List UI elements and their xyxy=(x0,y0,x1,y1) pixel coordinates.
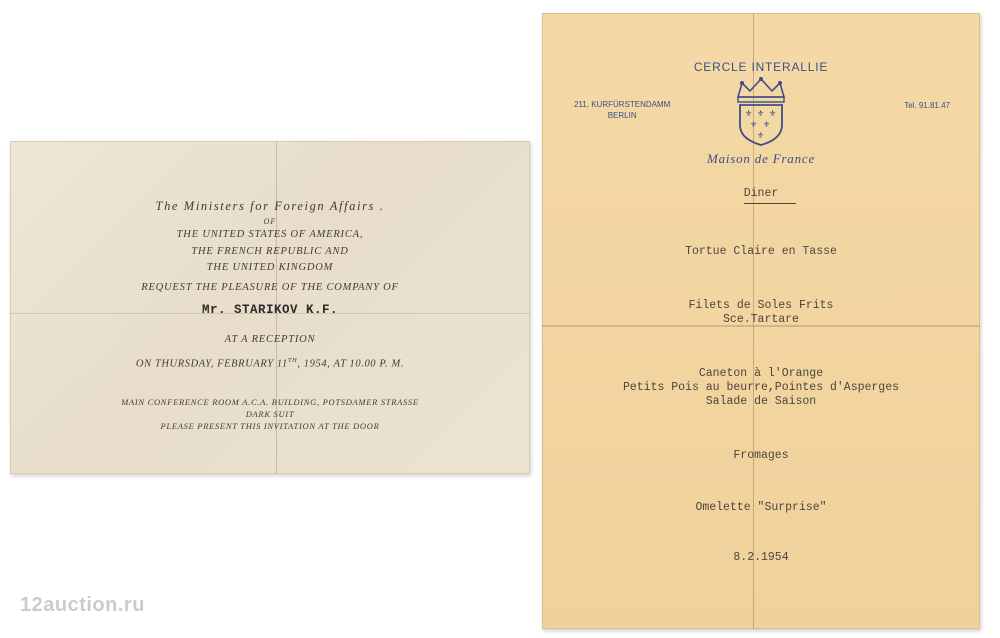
course-main-sides: Petits Pois au beurre,Pointes d'Asperges xyxy=(622,381,900,394)
course-main: Caneton à l'Orange xyxy=(698,367,824,380)
svg-text:⚜: ⚜ xyxy=(745,109,753,118)
door-instruction-line: PLEASE PRESENT THIS INVITATION AT THE DOOR xyxy=(160,421,380,431)
date-suffix: , 1954, AT 10.00 P. M. xyxy=(297,358,405,370)
reception-date xyxy=(10,357,530,370)
menu-title-underline xyxy=(744,203,796,204)
maison-de-france-title: Maison de France xyxy=(706,151,816,166)
course-fish: Filets de Soles Frits xyxy=(688,299,834,312)
fleur-de-lis-crest-icon xyxy=(730,75,792,147)
course-dessert: Omelette "Surprise" xyxy=(695,501,827,514)
club-address xyxy=(574,99,670,121)
dress-code-line: DARK SUIT xyxy=(245,409,295,419)
reception-line: AT A RECEPTION xyxy=(224,334,316,345)
course-soup: Tortue Claire en Tasse xyxy=(685,245,837,258)
invitation-of: OF xyxy=(263,217,277,226)
club-name: CERCLE INTERALLIE xyxy=(693,60,829,74)
menu-date: 8.2.1954 xyxy=(733,551,789,564)
svg-text:⚜: ⚜ xyxy=(750,120,758,129)
guest-name: Mr. STARIKOV K.F. xyxy=(201,303,339,317)
nation-line-1: THE UNITED STATES OF AMERICA, xyxy=(176,229,364,240)
address-city: BERLIN xyxy=(607,111,637,120)
address-street: 211, KURFÜRSTENDAMM xyxy=(574,100,671,109)
venue-line: MAIN CONFERENCE ROOM A.C.A. BUILDING, POTSDAMER STRASSE xyxy=(121,397,419,407)
svg-text:⚜: ⚜ xyxy=(757,131,765,140)
watermark: 12auction.ru xyxy=(20,594,145,616)
svg-text:⚜: ⚜ xyxy=(763,120,771,129)
course-salad: Salade de Saison xyxy=(705,395,817,408)
date-ordinal: TH xyxy=(287,357,298,364)
svg-text:⚜: ⚜ xyxy=(757,109,765,118)
invitation-card xyxy=(10,141,530,474)
invitation-heading: The Ministers for Foreign Affairs . xyxy=(155,199,385,213)
menu-title: Diner xyxy=(743,187,779,200)
invitation-request: REQUEST THE PLEASURE OF THE COMPANY OF xyxy=(141,282,399,293)
club-telephone: Tel. 91.81.47 xyxy=(904,101,950,110)
date-prefix: ON THURSDAY, FEBRUARY 11 xyxy=(135,358,288,370)
dinner-menu-sheet xyxy=(542,13,980,629)
course-cheese: Fromages xyxy=(733,449,789,462)
svg-text:⚜: ⚜ xyxy=(769,109,777,118)
nation-line-3: THE UNITED KINGDOM xyxy=(206,262,334,273)
course-fish-sauce: Sce.Tartare xyxy=(723,313,799,326)
nation-line-2: THE FRENCH REPUBLIC AND xyxy=(191,246,349,257)
